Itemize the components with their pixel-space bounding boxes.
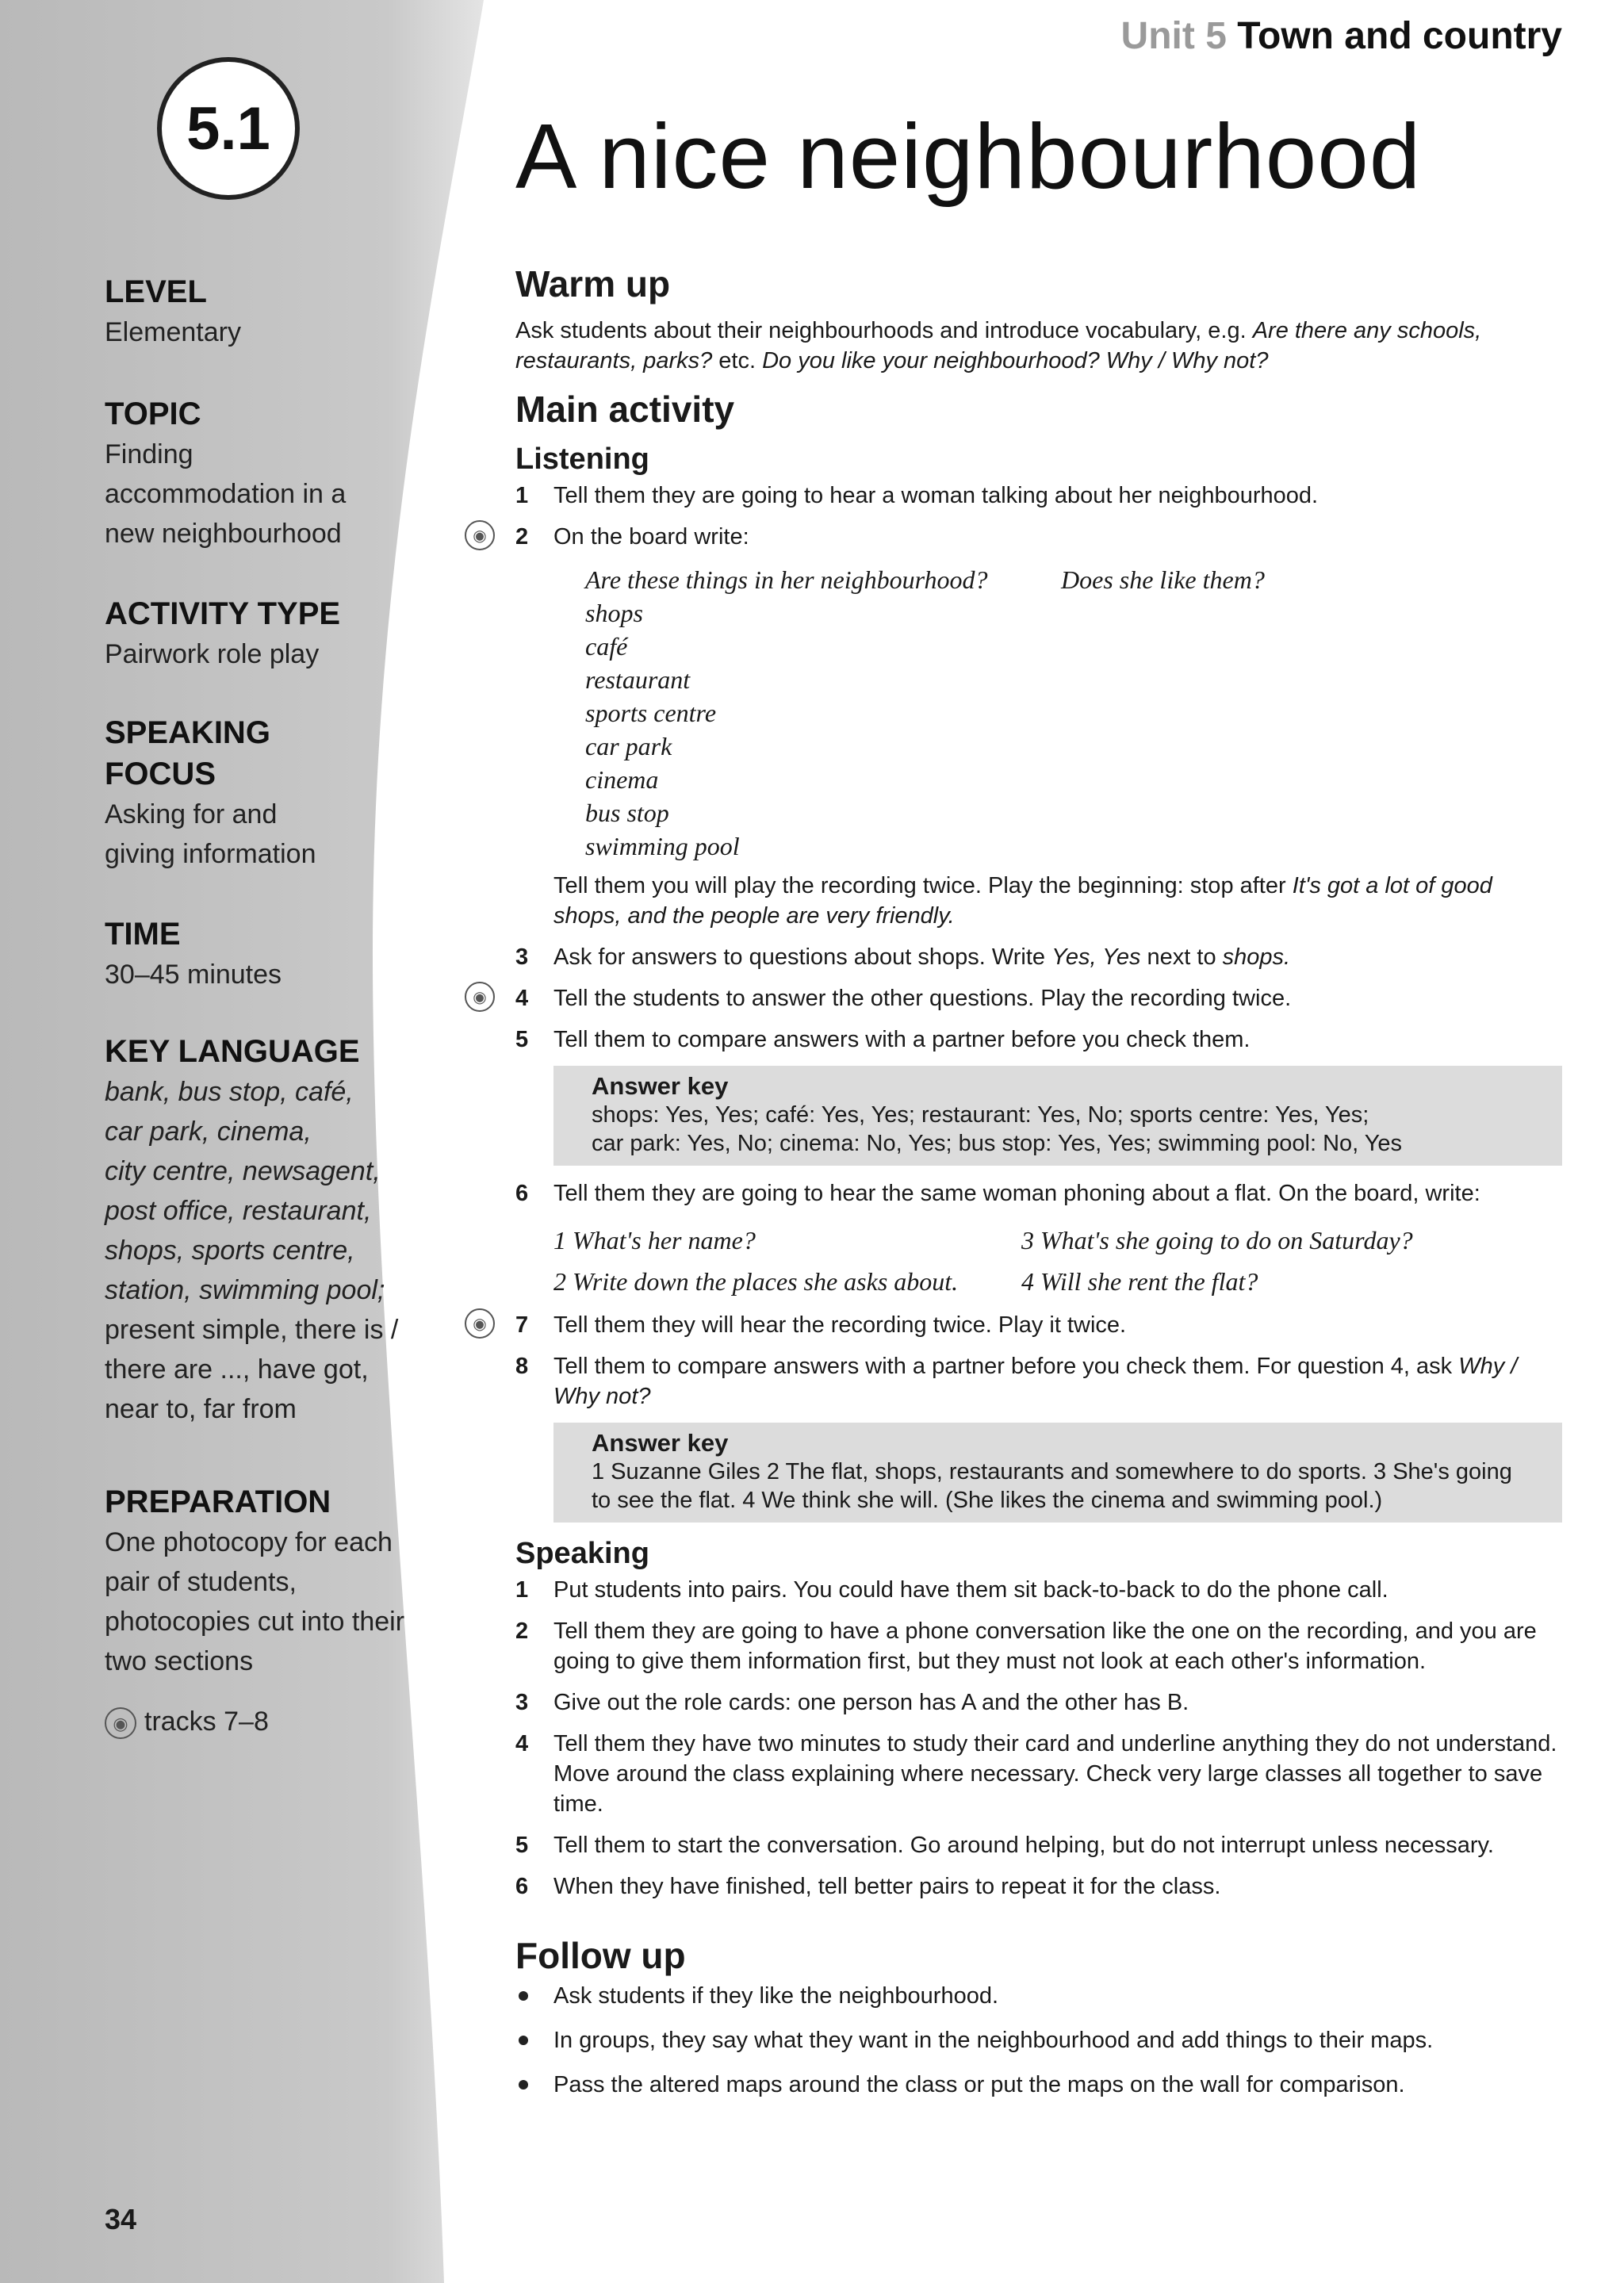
activity-type-value: Pairwork role play	[105, 639, 320, 669]
sidebar	[0, 0, 492, 2283]
answer-key-label: Answer key	[592, 1072, 729, 1100]
listening-step: ◉ 4 Tell the students to answer the other questions. Play the recording twice.	[515, 983, 1562, 1013]
main-content	[473, 262, 1562, 2114]
answer-key-line: car park: Yes, No; cinema: No, Yes; bus stop: Yes, Yes; swimming pool: No, Yes	[592, 1131, 1403, 1156]
section-badge: 5.1	[157, 57, 300, 200]
warm-up-heading: Warm up	[515, 263, 671, 305]
topic-line: new neighbourhood	[105, 519, 342, 549]
board-item: shops	[585, 599, 643, 627]
preparation-line: One photocopy for each	[105, 1527, 393, 1557]
cd-icon: ◉	[465, 982, 495, 1012]
unit-number: Unit 5	[1120, 15, 1227, 57]
cd-icon: ◉	[105, 1707, 136, 1739]
board-item: restaurant	[585, 665, 691, 694]
listening-step-continued: Tell them you will play the recording twice. Play the beginning: stop after It's got a lot of good shops, and the people are very friendly.	[553, 873, 1492, 929]
preparation-line: pair of students,	[105, 1567, 297, 1597]
key-vocab-line: car park, cinema,	[105, 1117, 312, 1147]
board-item: swimming pool	[585, 832, 740, 860]
listening-step: ◉ 2 On the board write:	[515, 522, 1562, 552]
key-language-heading: KEY LANGUAGE	[105, 1034, 360, 1069]
topic-line: Finding	[105, 439, 193, 469]
preparation-line: two sections	[105, 1646, 254, 1676]
preparation-section	[105, 1481, 430, 1741]
board-question: Does she like them?	[1061, 565, 1265, 594]
speaking-step: 6 When they have finished, tell better pairs to repeat it for the class.	[515, 1874, 1221, 1899]
speaking-step: 4 Tell them they have two minutes to study their card and underline anything they do not understand. Move around the class explaining where necessary. Check very large classes all together to save time.	[515, 1731, 1557, 1817]
time-value: 30–45 minutes	[105, 960, 282, 990]
unit-title: Town and country	[1237, 15, 1562, 57]
topic-line: accommodation in a	[105, 479, 347, 509]
tracks-value: tracks 7–8	[144, 1707, 269, 1737]
time-section	[105, 914, 430, 994]
board-item: café	[585, 632, 628, 661]
speaking-heading: Speaking	[515, 1537, 649, 1570]
activity-type-section	[105, 593, 430, 674]
main-activity-heading: Main activity	[515, 389, 735, 430]
board-question: 3 What's she going to do on Saturday?	[1021, 1226, 1413, 1255]
topic-section	[105, 393, 430, 554]
preparation-heading: PREPARATION	[105, 1484, 331, 1519]
topic-heading: TOPIC	[105, 396, 201, 431]
preparation-line: photocopies cut into their	[105, 1607, 405, 1637]
follow-up-item: Pass the altered maps around the class or put the maps on the wall for comparison.	[515, 2070, 1562, 2100]
key-grammar-line: there are ..., have got,	[105, 1354, 369, 1385]
cd-icon: ◉	[465, 1308, 495, 1339]
answer-key-label: Answer key	[592, 1429, 729, 1457]
tracks-line	[105, 1702, 430, 1741]
answer-key-line: shops: Yes, Yes; café: Yes, Yes; restaurant: Yes, No; sports centre: Yes, Yes;	[592, 1102, 1369, 1128]
board-table	[515, 563, 1562, 863]
cd-icon: ◉	[465, 520, 495, 550]
board-item: cinema	[585, 765, 659, 794]
activity-type-heading: ACTIVITY TYPE	[105, 596, 341, 631]
speaking-step: 2 Tell them they are going to have a phone conversation like the one on the recording, and you are going to give them information first, but they must not look at each other's information.	[515, 1618, 1537, 1674]
unit-header	[1121, 14, 1562, 58]
board-item: bus stop	[585, 799, 669, 827]
question-grid	[515, 1220, 1562, 1302]
level-value: Elementary	[105, 317, 241, 347]
answer-key-text: 1 Suzanne Giles 2 The flat, shops, restaurants and somewhere to do sports. 3 She's going to see the flat. 4 We think she will. (She likes the cinema and swimming pool.)	[592, 1459, 1512, 1513]
key-grammar-line: present simple, there is /	[105, 1315, 399, 1345]
follow-up-item: Ask students if they like the neighbourhood.	[515, 1981, 1562, 2011]
listening-step: 3 Ask for answers to questions about shops. Write Yes, Yes next to shops.	[515, 944, 1291, 970]
warm-up-text: Ask students about their neighbourhoods and introduce vocabulary, e.g. Are there any schools, restaurants, parks? etc. Do you like your neighbourhood? Why / Why not?	[515, 318, 1482, 373]
listening-step: 5 Tell them to compare answers with a partner before you check them.	[515, 1027, 1251, 1052]
speaking-focus-line: Asking for and	[105, 799, 278, 829]
listening-step: 8 Tell them to compare answers with a partner before you check them. For question 4, ask Why / Why not?	[515, 1354, 1518, 1409]
board-question: 4 Will she rent the flat?	[1021, 1267, 1258, 1296]
speaking-step: 1 Put students into pairs. You could have them sit back-to-back to do the phone call.	[515, 1577, 1388, 1603]
level-section	[105, 271, 430, 352]
answer-key-box	[553, 1423, 1562, 1523]
page-number: 34	[105, 2203, 137, 2235]
key-grammar-line: near to, far from	[105, 1394, 297, 1424]
key-language-section	[105, 1031, 430, 1429]
key-vocab-line: shops, sports centre,	[105, 1235, 355, 1266]
board-item: sports centre	[585, 699, 717, 727]
listening-step: 6 Tell them they are going to hear the same woman phoning about a flat. On the board, write:	[515, 1181, 1480, 1206]
key-vocab-line: city centre, newsagent,	[105, 1156, 381, 1186]
key-vocab-line: bank, bus stop, café,	[105, 1077, 354, 1107]
listening-heading: Listening	[515, 442, 649, 476]
key-vocab-line: post office, restaurant,	[105, 1196, 372, 1226]
answer-key-box	[553, 1066, 1562, 1166]
board-item: car park	[585, 732, 672, 760]
page-title: A nice neighbourhood	[515, 105, 1422, 208]
listening-step: ◉ 7 Tell them they will hear the recording twice. Play it twice.	[515, 1310, 1562, 1340]
board-question: 2 Write down the places she asks about.	[553, 1267, 959, 1296]
speaking-step: 5 Tell them to start the conversation. Go around helping, but do not interrupt unless necessary.	[515, 1833, 1494, 1858]
speaking-focus-heading: SPEAKING	[105, 715, 270, 750]
listening-step: 1 Tell them they are going to hear a woman talking about her neighbourhood.	[515, 483, 1319, 508]
level-heading: LEVEL	[105, 274, 207, 309]
follow-up-item: In groups, they say what they want in the neighbourhood and add things to their maps.	[515, 2025, 1562, 2055]
board-question: 1 What's her name?	[553, 1226, 756, 1255]
follow-up-heading: Follow up	[515, 1935, 686, 1976]
speaking-focus-heading: FOCUS	[105, 757, 216, 791]
speaking-focus-line: giving information	[105, 839, 316, 869]
time-heading: TIME	[105, 917, 181, 952]
speaking-step: 3 Give out the role cards: one person has A and the other has B.	[515, 1690, 1189, 1715]
board-question: Are these things in her neighbourhood?	[585, 565, 988, 594]
speaking-focus-section	[105, 712, 430, 874]
key-vocab-line: station, swimming pool;	[105, 1275, 385, 1305]
